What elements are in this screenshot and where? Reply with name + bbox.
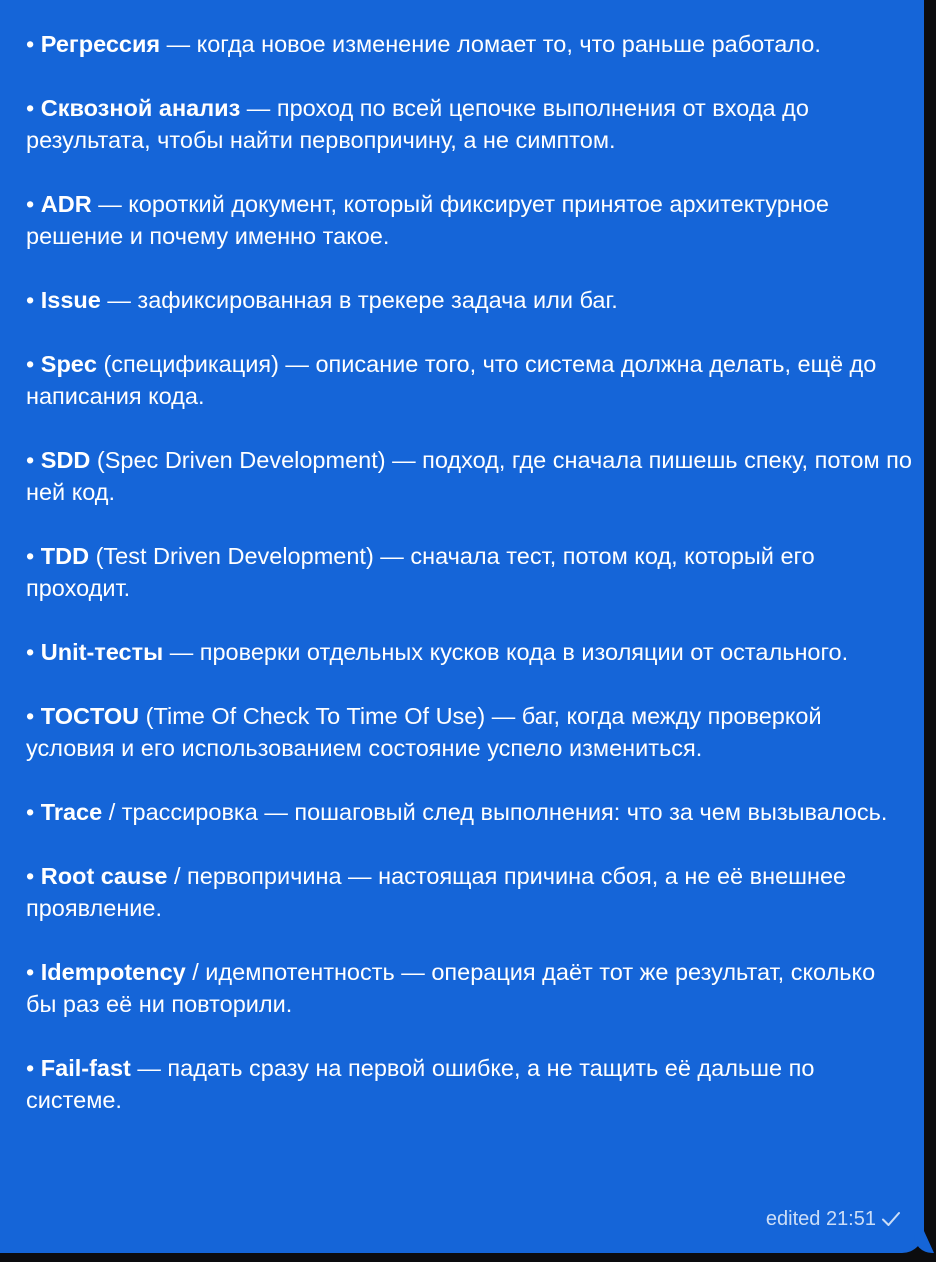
bullet-marker: •	[26, 31, 35, 57]
glossary-definition: — баг, когда между проверкой условия и его использованием состояние успело измениться.	[26, 703, 822, 761]
edited-timestamp: edited 21:51	[765, 1208, 876, 1230]
glossary-qualifier: / идемпотентность	[185, 959, 395, 985]
glossary-definition: — настоящая причина сбоя, а не её внешнее проявление.	[26, 863, 847, 921]
glossary-list	[26, 28, 912, 1116]
glossary-term: Root cause	[40, 863, 168, 889]
bullet-marker: •	[26, 703, 35, 729]
glossary-item	[26, 540, 912, 604]
glossary-term: Idempotency	[40, 959, 186, 985]
glossary-item	[26, 636, 912, 668]
glossary-term: SDD	[40, 447, 91, 473]
glossary-definition: — падать сразу на первой ошибке, а не тащить её дальше по системе.	[26, 1055, 815, 1113]
glossary-definition: — зафиксированная в трекере задача или баг.	[100, 287, 618, 313]
glossary-definition: — короткий документ, который фиксирует принятое архитектурное решение и почему именно такое.	[26, 191, 829, 249]
message-status	[766, 1203, 902, 1235]
glossary-definition: — проверки отдельных кусков кода в изоляции от остального.	[163, 639, 849, 665]
glossary-term: TDD	[40, 543, 90, 569]
bullet-marker: •	[26, 959, 35, 985]
glossary-item	[26, 700, 912, 764]
glossary-item	[26, 796, 912, 828]
glossary-qualifier: (Spec Driven Development)	[90, 447, 386, 473]
glossary-definition: — сначала тест, потом код, который его проходит.	[26, 543, 815, 601]
bullet-marker: •	[26, 863, 35, 889]
glossary-term: Регрессия	[40, 31, 161, 57]
bullet-marker: •	[26, 191, 35, 217]
glossary-item	[26, 28, 912, 60]
glossary-term: ADR	[40, 191, 92, 217]
glossary-definition: — когда новое изменение ломает то, что раньше работало.	[160, 31, 821, 57]
glossary-definition: — операция даёт тот же результат, сколько бы раз её ни повторили.	[26, 959, 876, 1017]
glossary-item	[26, 92, 912, 156]
glossary-term: Unit-тесты	[40, 639, 164, 665]
bullet-marker: •	[26, 95, 35, 121]
glossary-qualifier: / трассировка	[102, 799, 258, 825]
glossary-term: TOCTOU	[40, 703, 140, 729]
bullet-marker: •	[26, 543, 35, 569]
glossary-item	[26, 444, 912, 508]
bullet-marker: •	[26, 351, 35, 377]
glossary-item	[26, 348, 912, 412]
glossary-definition: — описание того, что система должна делать, ещё до написания кода.	[26, 351, 877, 409]
glossary-term: Trace	[40, 799, 103, 825]
glossary-item	[26, 284, 912, 316]
glossary-term: Сквозной анализ	[40, 95, 241, 121]
glossary-item	[26, 1052, 912, 1116]
bullet-marker: •	[26, 799, 35, 825]
bullet-marker: •	[26, 287, 35, 313]
bullet-marker: •	[26, 447, 35, 473]
bullet-marker: •	[26, 1055, 35, 1081]
bullet-marker: •	[26, 639, 35, 665]
glossary-qualifier: (спецификация)	[96, 351, 279, 377]
glossary-qualifier: (Time Of Check To Time Of Use)	[139, 703, 486, 729]
glossary-item	[26, 188, 912, 252]
glossary-item	[26, 956, 912, 1020]
glossary-qualifier: / первопричина	[167, 863, 342, 889]
glossary-definition: — подход, где сначала пишешь спеку, потом по ней код.	[26, 447, 912, 505]
glossary-definition: — пошаговый след выполнения: что за чем вызывалось.	[257, 799, 888, 825]
glossary-term: Spec	[40, 351, 97, 377]
glossary-qualifier: (Test Driven Development)	[89, 543, 374, 569]
glossary-term: Issue	[40, 287, 101, 313]
glossary-term: Fail-fast	[40, 1055, 131, 1081]
glossary-definition: — проход по всей цепочке выполнения от входа до результата, чтобы найти первопричину, а не симптом.	[26, 95, 809, 153]
check-icon	[880, 1209, 902, 1229]
glossary-item	[26, 860, 912, 924]
